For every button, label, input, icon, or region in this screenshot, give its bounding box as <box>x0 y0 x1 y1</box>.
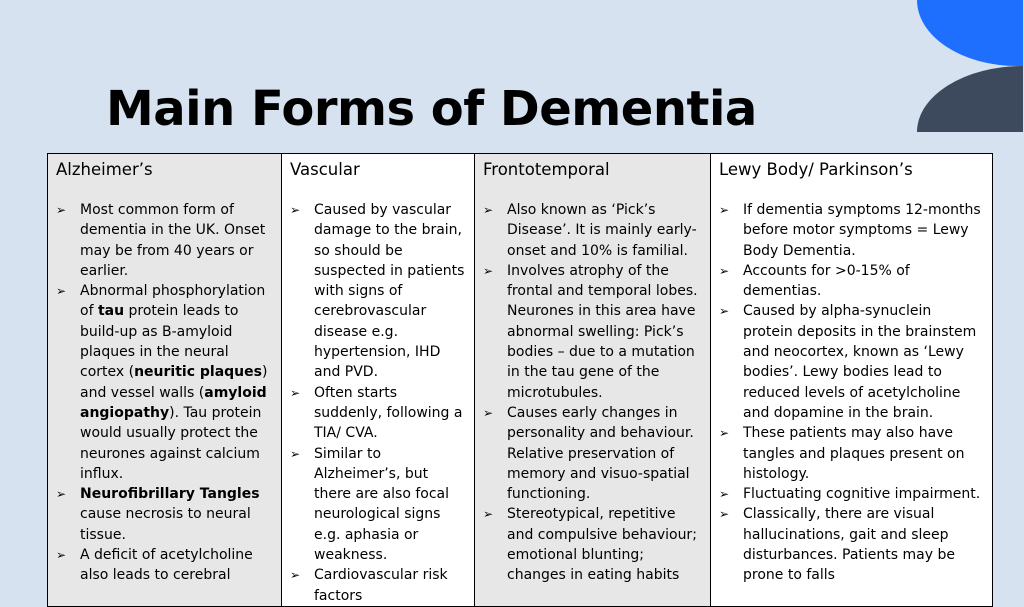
point-list <box>483 200 702 586</box>
point-text: These patients may also have tangles and plaques present on histology. <box>743 425 965 482</box>
point-text: Often starts suddenly, following a TIA/ CVA. <box>314 384 463 442</box>
arrow-bullet-icon: ➢ <box>719 304 730 319</box>
bullet-point <box>290 383 466 444</box>
point-emphasis: Neurofibrillary Tangles <box>80 486 260 503</box>
column-vascular <box>282 154 475 607</box>
bullet-point <box>483 261 702 403</box>
bullet-point <box>483 403 702 504</box>
arrow-bullet-icon: ➢ <box>56 548 67 563</box>
decorative-dark-shape <box>917 66 1023 132</box>
table-row <box>48 154 993 607</box>
column-frontotemporal <box>475 154 711 607</box>
bullet-point <box>483 200 702 261</box>
bullet-point <box>719 301 984 423</box>
bullet-point <box>56 545 273 586</box>
arrow-bullet-icon: ➢ <box>56 284 67 299</box>
point-text: Caused by alpha-synuclein protein deposits in the brainstem and neocortex, known as ‘Lewy bodies’. Lewy bodies lead to reduced levels of acetylcholine and dopamine in the brain. <box>743 303 977 421</box>
arrow-bullet-icon: ➢ <box>290 446 301 461</box>
arrow-bullet-icon: ➢ <box>56 487 67 502</box>
point-text: Caused by vascular damage to the brain, so should be suspected in patients with signs of cerebrovascular disease e.g. hypertension, IHD and PVD. <box>314 202 465 381</box>
bullet-point <box>290 200 466 383</box>
bullet-point <box>56 281 273 484</box>
point-emphasis: amyloid angiopathy <box>80 384 267 421</box>
bullet-point <box>719 504 984 585</box>
bullet-point <box>483 504 702 585</box>
column-heading: Alzheimer’s <box>56 160 153 179</box>
bullet-point <box>290 444 466 566</box>
arrow-bullet-icon: ➢ <box>56 203 67 217</box>
point-text: cause necrosis to neural tissue. <box>80 506 251 543</box>
point-text: Similar to Alzheimer’s, but there are also focal neurological signs e.g. aphasia or weakness. <box>314 445 450 564</box>
point-text: Most common form of dementia in the UK. Onset may be from 40 years or earlier. <box>80 202 266 279</box>
point-text: ) and vessel walls ( <box>80 364 268 401</box>
arrow-bullet-icon: ➢ <box>483 263 494 278</box>
decorative-blue-shape <box>917 0 1023 66</box>
bullet-point <box>290 565 466 606</box>
bullet-point <box>719 484 984 504</box>
point-text: Stereotypical, repetitive and compulsive behaviour; emotional blunting; changes in eating habits <box>507 506 697 584</box>
point-text: Involves atrophy of the frontal and temporal lobes. Neurones in this area have abnormal swelling: Pick’s bodies – due to a mutation in the tau gene of the microtubules. <box>507 262 698 401</box>
point-text: ). Tau protein would usually protect the neurones against calcium influx. <box>80 404 262 482</box>
point-text: Also known as ‘Pick’s Disease’. It is mainly early-onset and 10% is familial. <box>507 202 697 259</box>
arrow-bullet-icon: ➢ <box>719 263 730 278</box>
column-heading: Frontotemporal <box>483 160 610 179</box>
point-text: A deficit of acetylcholine also leads to cerebral <box>80 547 253 584</box>
point-list <box>290 200 466 606</box>
column-lewy-body-parkinsons <box>711 154 993 607</box>
bullet-point <box>56 484 273 545</box>
point-emphasis: neuritic plaques <box>134 364 262 381</box>
dementia-forms-table <box>47 153 993 607</box>
arrow-bullet-icon: ➢ <box>719 203 730 217</box>
arrow-bullet-icon: ➢ <box>483 507 494 522</box>
point-emphasis: tau <box>97 303 125 320</box>
arrow-bullet-icon: ➢ <box>483 405 494 420</box>
column-heading: Lewy Body/ Parkinson’s <box>719 160 913 179</box>
arrow-bullet-icon: ➢ <box>483 203 494 217</box>
point-text: If dementia symptoms 12-months before motor symptoms = Lewy Body Dementia. <box>743 202 981 259</box>
point-text: Classically, there are visual hallucinations, gait and sleep disturbances. Patients may be prone to falls <box>743 506 955 584</box>
point-text: Abnormal phosphorylation of <box>80 283 266 320</box>
point-text: Fluctuating cognitive impairment. <box>743 486 981 503</box>
arrow-bullet-icon: ➢ <box>290 385 301 400</box>
bullet-point <box>719 200 984 261</box>
point-text: Causes early changes in personality and behaviour. Relative preservation of memory and visuo-spatial functioning. <box>507 404 694 503</box>
arrow-bullet-icon: ➢ <box>290 203 301 217</box>
column-alzheimers <box>48 154 282 607</box>
arrow-bullet-icon: ➢ <box>290 568 301 583</box>
column-heading: Vascular <box>290 160 360 179</box>
bullet-point <box>719 261 984 302</box>
bullet-point <box>719 423 984 484</box>
arrow-bullet-icon: ➢ <box>719 487 730 502</box>
point-list <box>719 200 984 586</box>
point-text: protein leads to build-up as B-amyloid plaques in the neural cortex ( <box>80 303 239 381</box>
slide-title: Main Forms of Dementia <box>106 81 757 137</box>
arrow-bullet-icon: ➢ <box>719 426 730 441</box>
point-text: Accounts for >0-15% of dementias. <box>743 262 910 300</box>
arrow-bullet-icon: ➢ <box>719 507 730 522</box>
point-list <box>56 200 273 586</box>
point-text: Cardiovascular risk factors <box>314 567 448 604</box>
bullet-point <box>56 200 273 281</box>
